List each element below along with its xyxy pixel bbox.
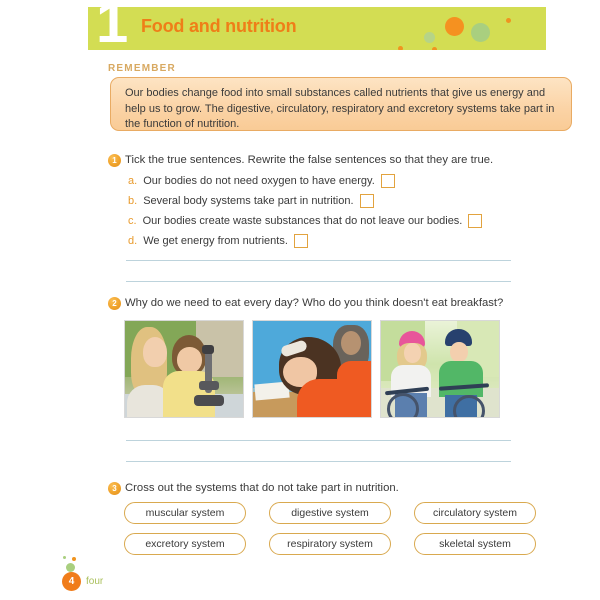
item-letter-a: a.: [128, 175, 138, 187]
girl-brunette-face-shape: [177, 347, 202, 373]
decorative-dot-orange-1: [506, 18, 511, 23]
unit-number: 1: [96, 0, 126, 55]
item-text-d: We get energy from nutrients.: [143, 235, 288, 247]
footer-dot-orange: [72, 557, 76, 561]
photo-microscope-classroom: [124, 320, 244, 418]
boy-shirt-shape: [439, 361, 483, 397]
girl-blonde-face-shape: [143, 337, 167, 367]
system-options-grid: [124, 502, 536, 555]
exercise-3-number: 3: [108, 482, 121, 495]
option-respiratory-system[interactable]: respiratory system: [269, 533, 391, 555]
answer-line-1-2[interactable]: [126, 281, 511, 282]
decorative-dot-orange-3: [432, 47, 437, 50]
footer-dot-green-small: [63, 556, 66, 559]
item-letter-c: c.: [128, 215, 137, 227]
option-circulatory-system[interactable]: circulatory system: [414, 502, 536, 524]
exercise-2-instruction: Why do we need to eat every day? Who do you think doesn't eat breakfast?: [125, 297, 504, 309]
microscope-eyepiece-shape: [202, 345, 214, 354]
answer-line-2-1[interactable]: [126, 440, 511, 441]
remember-label: REMEMBER: [108, 63, 176, 74]
answer-line-2-2[interactable]: [126, 461, 511, 462]
checkbox-c[interactable]: [468, 214, 482, 228]
checkbox-a[interactable]: [381, 174, 395, 188]
page-title: Food and nutrition: [141, 16, 297, 36]
remember-box: [110, 77, 572, 131]
option-excretory-system[interactable]: excretory system: [124, 533, 246, 555]
footer-dot-green-large: [66, 563, 75, 572]
exercise-1-item-d: [128, 234, 308, 248]
decorative-dot-orange-2: [398, 46, 403, 50]
item-text-b: Several body systems take part in nutrition.: [143, 195, 354, 207]
girl-torso-shape: [337, 361, 372, 418]
exercise-1-number: 1: [108, 154, 121, 167]
microscope-base-shape: [194, 395, 224, 406]
item-letter-d: d.: [128, 235, 138, 247]
exercise-1-instruction: Tick the true sentences. Rewrite the false sentences so that they are true.: [125, 154, 494, 166]
photo-row: [124, 320, 500, 418]
page-number-word: four: [86, 576, 104, 587]
girl-face-shape: [404, 343, 421, 363]
item-letter-b: b.: [128, 195, 138, 207]
microscope-arm-shape: [199, 381, 219, 390]
exercise-1-item-a: [128, 174, 395, 188]
decorative-circle-orange-large: [445, 17, 464, 36]
remember-text: Our bodies change food into small substances called nutrients that give us energy and help us to grow. The digestive, circulatory, respiratory and excretory systems take part in the function of nutrition.: [125, 87, 555, 130]
background-person-face-shape: [341, 331, 361, 355]
decorative-circle-green-large: [471, 23, 490, 42]
item-text-a: Our bodies do not need oxygen to have energy.: [143, 175, 375, 187]
exercise-1-item-c: [128, 214, 482, 228]
option-skeletal-system[interactable]: skeletal system: [414, 533, 536, 555]
photo-children-bicycles: [380, 320, 500, 418]
boy-face-shape: [450, 342, 468, 362]
decorative-circle-green-medium: [424, 32, 435, 43]
bicycle-wheel-left-shape: [387, 393, 419, 418]
exercise-3-instruction: Cross out the systems that do not take part in nutrition.: [125, 482, 399, 494]
exercise-1-item-b: [128, 194, 374, 208]
checkbox-d[interactable]: [294, 234, 308, 248]
answer-line-1-1[interactable]: [126, 260, 511, 261]
item-text-c: Our bodies create waste substances that do not leave our bodies.: [142, 215, 463, 227]
photo-tired-girl-desk: [252, 320, 372, 418]
option-muscular-system[interactable]: muscular system: [124, 502, 246, 524]
exercise-2-number: 2: [108, 297, 121, 310]
checkbox-b[interactable]: [360, 194, 374, 208]
page-number-badge: 4: [62, 572, 81, 591]
option-digestive-system[interactable]: digestive system: [269, 502, 391, 524]
